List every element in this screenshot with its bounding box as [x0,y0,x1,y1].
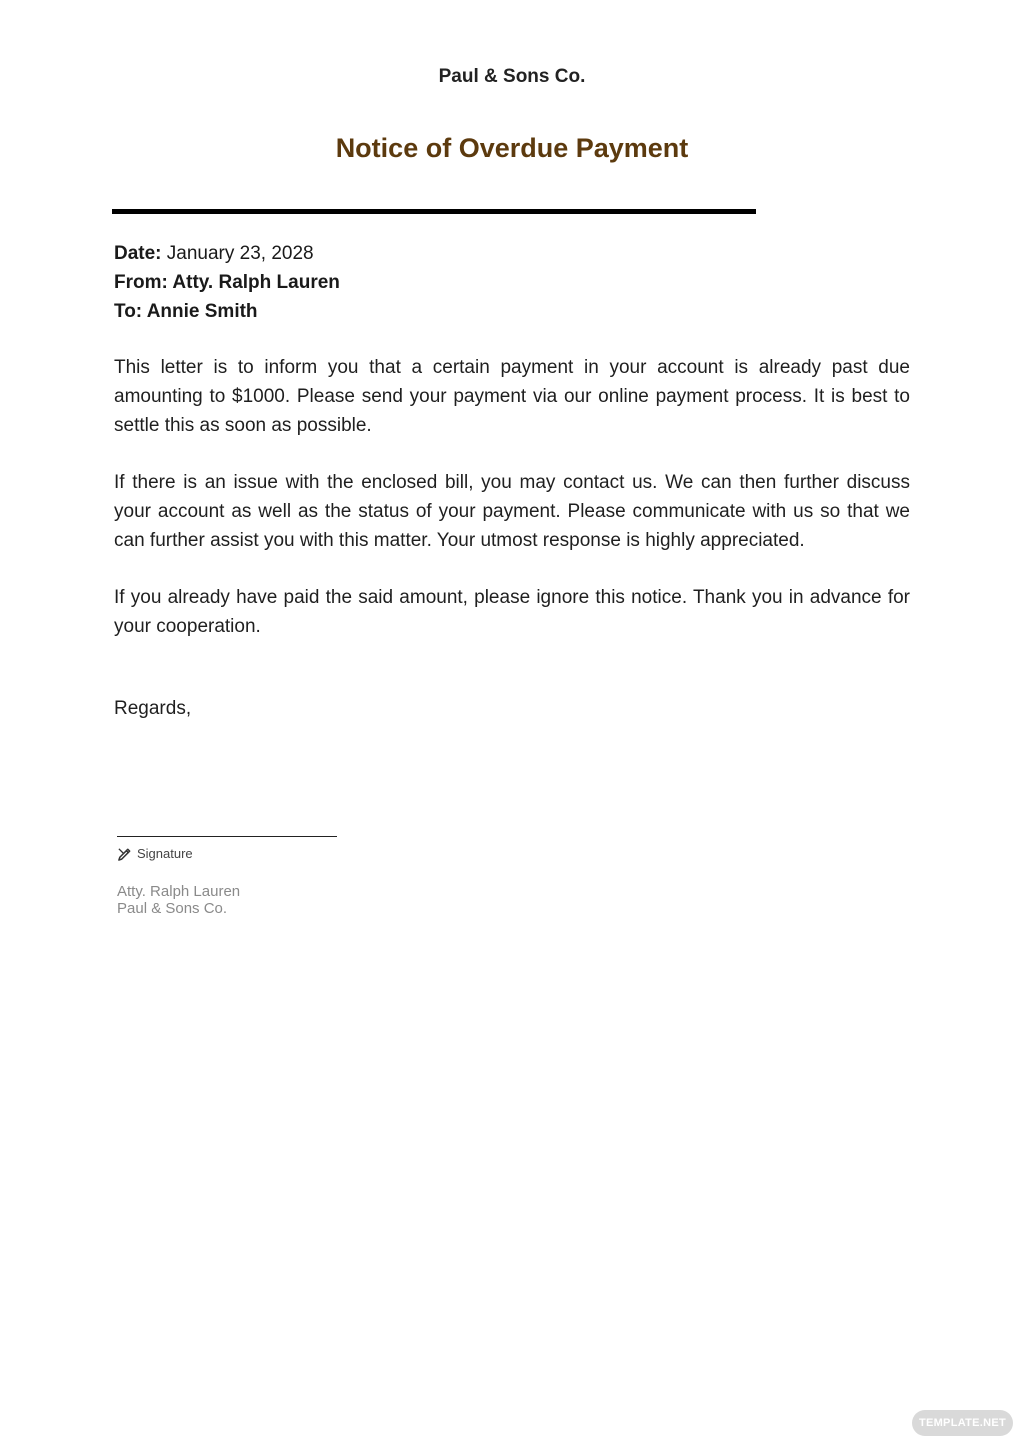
signature-label: Signature [137,846,193,861]
letter-body [114,353,910,669]
document-title: Notice of Overdue Payment [335,133,689,163]
to-row: To: Annie Smith [114,301,258,322]
pen-signature-icon [117,846,132,861]
body-paragraph-2: If there is an issue with the enclosed bill, you may contact us. We can then further discuss your account as well as the status of your payment. Please communicate with us so that we can further assist you with this matter. Your utmost response is highly appreciated. [114,472,910,551]
title-divider [112,209,756,214]
signature-line [117,836,337,837]
watermark-badge[interactable]: TEMPLATE.NET [912,1410,1013,1436]
body-paragraph-3: If you already have paid the said amount, please ignore this notice. Thank you in advance for your cooperation. [114,587,910,637]
from-row: From: Atty. Ralph Lauren [114,272,340,293]
letter-meta [114,239,340,326]
signatory-company: Paul & Sons Co. [117,900,228,917]
date-row [114,239,340,268]
company-name: Paul & Sons Co. [438,66,586,87]
signatory-name: Atty. Ralph Lauren [117,883,241,900]
body-paragraph-1: This letter is to inform you that a certain payment in your account is already past due amounting to $1000. Please send your payment via our online payment process. It is best to settle this as soon as possible. [114,357,910,436]
date-label: Date: [114,243,162,264]
closing-regards: Regards, [114,698,192,719]
signatory-block [117,883,240,917]
signature-field[interactable] [117,846,193,861]
date-value: January 23, 2028 [161,243,314,264]
